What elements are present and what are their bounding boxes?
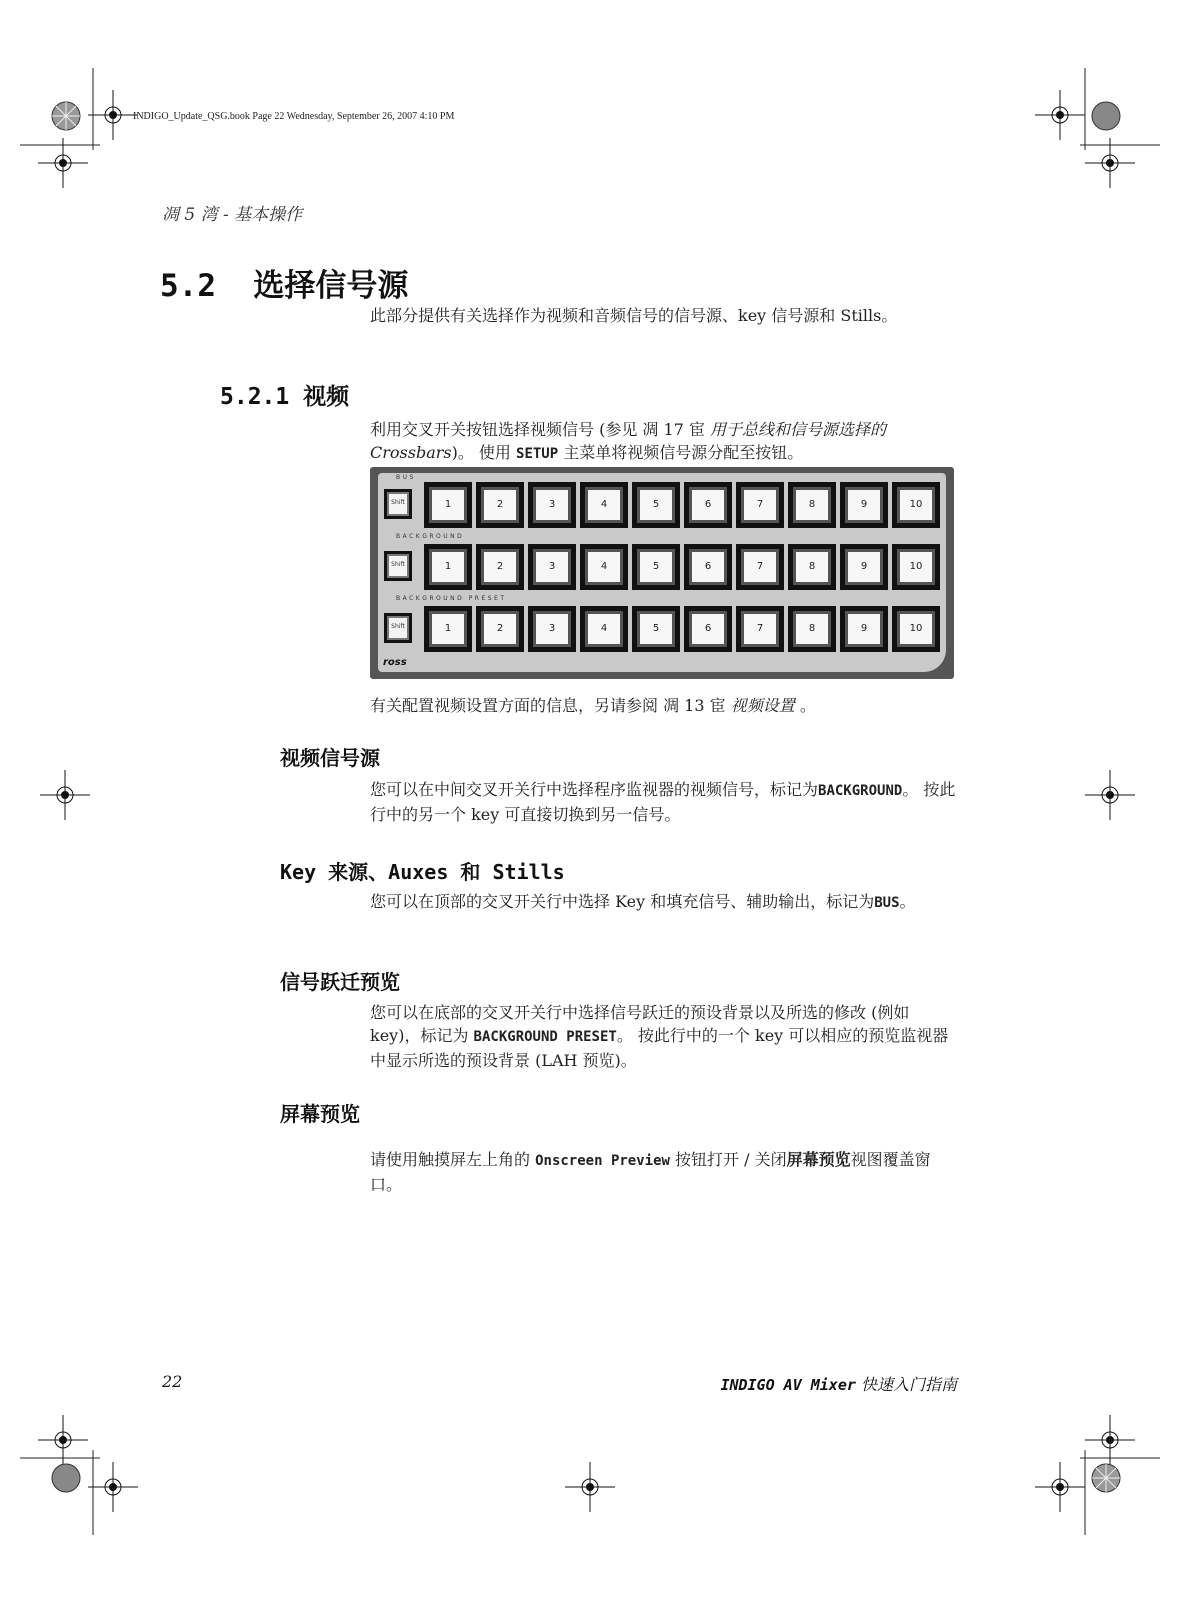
product-name: INDIGO AV Mixer (720, 1376, 856, 1394)
bus-button-2[interactable] (476, 482, 524, 528)
crossbar-panel-face (378, 473, 946, 672)
row-label-background-preset: BACKGROUND PRESET (396, 595, 507, 602)
button-label: 5 (637, 549, 675, 585)
page-number: 22 (162, 1372, 183, 1391)
gray-dot-mark-top-right (1090, 100, 1122, 132)
button-label: 6 (689, 611, 727, 647)
button-label: 1 (429, 549, 467, 585)
screen-preview-bold: 屏幕预览 (786, 1150, 851, 1169)
target-mark-top-right-2 (1085, 138, 1135, 188)
subsection-heading (220, 378, 349, 411)
preset-button-9[interactable] (840, 606, 888, 652)
button-label: 3 (533, 487, 571, 523)
shift-button-background[interactable] (384, 551, 412, 581)
ross-logo: ross (383, 657, 407, 668)
section-intro: 此部分提供有关选择作为视频和音频信号的信号源、key 信号源和 Stills。 (370, 306, 898, 325)
video-sources-heading: 视频信号源 (280, 746, 380, 770)
background-button-1[interactable] (424, 544, 472, 590)
button-label: 9 (845, 611, 883, 647)
bus-button-4[interactable] (580, 482, 628, 528)
button-label: 8 (793, 549, 831, 585)
background-button-6[interactable] (684, 544, 732, 590)
button-label: 8 (793, 487, 831, 523)
chapter-header: 凋 5 湾 - 基本操作 (162, 205, 303, 225)
button-label: 2 (481, 487, 519, 523)
video-sources-para (370, 778, 960, 826)
shift-button-bus[interactable] (384, 489, 412, 519)
key-sources-para (370, 890, 960, 915)
button-label: 7 (741, 611, 779, 647)
text: 。 按此行中的另一个 key 可直接切换到另一信号。 (370, 780, 956, 824)
target-mark-bottom-right-2 (1035, 1462, 1085, 1512)
guide-name: 快速入门指南 (855, 1375, 957, 1394)
background-button-3[interactable] (528, 544, 576, 590)
starburst-mark-top-left (50, 100, 82, 132)
starburst-mark-bottom-right (1090, 1462, 1122, 1494)
shift-label: Shift (387, 492, 409, 516)
background-button-9[interactable] (840, 544, 888, 590)
button-label: 1 (429, 611, 467, 647)
shift-button-preset[interactable] (384, 613, 412, 643)
subsection-para-1 (370, 418, 960, 466)
target-mark-mid-left (40, 770, 90, 820)
preset-button-10[interactable] (892, 606, 940, 652)
book-info: INDIGO_Update_QSG.book Page 22 Wednesday, September 26, 2007 4:10 PM (133, 111, 455, 122)
screen-preview-para (370, 1148, 960, 1196)
button-label: 2 (481, 611, 519, 647)
button-label: 10 (897, 611, 935, 647)
button-label: 5 (637, 487, 675, 523)
button-label: 6 (689, 549, 727, 585)
background-button-2[interactable] (476, 544, 524, 590)
preset-button-6[interactable] (684, 606, 732, 652)
target-mark-bottom-left-1 (38, 1415, 88, 1465)
background-preset-keyword: BACKGROUND PRESET (473, 1029, 617, 1045)
bus-button-1[interactable] (424, 482, 472, 528)
bus-button-8[interactable] (788, 482, 836, 528)
button-label: 9 (845, 487, 883, 523)
screen-preview-heading: 屏幕预览 (280, 1102, 360, 1126)
key-sources-heading: Key 来源、Auxes 和 Stills (280, 860, 565, 884)
subsection-para-2 (370, 694, 960, 717)
footer-title (720, 1372, 957, 1395)
target-mark-bottom-right-1 (1085, 1415, 1135, 1465)
bus-button-6[interactable] (684, 482, 732, 528)
onscreen-preview-keyword: Onscreen Preview (535, 1153, 670, 1169)
bus-button-10[interactable] (892, 482, 940, 528)
transition-preview-para (370, 1001, 960, 1072)
shift-label: Shift (387, 616, 409, 640)
section-title: 选择信号源 (253, 268, 409, 304)
preset-button-4[interactable] (580, 606, 628, 652)
video-settings-reference-link[interactable]: 视频设置 (730, 696, 795, 715)
button-label: 6 (689, 487, 727, 523)
button-label: 7 (741, 487, 779, 523)
button-label: 4 (585, 611, 623, 647)
target-mark-bottom-left-2 (88, 1462, 138, 1512)
text: 。 (794, 696, 816, 715)
bus-button-7[interactable] (736, 482, 784, 528)
target-mark-mid-right (1085, 770, 1135, 820)
text: 视图覆盖窗口。 (370, 1150, 931, 1194)
target-mark-top-left-1 (88, 90, 138, 140)
bus-button-9[interactable] (840, 482, 888, 528)
button-label: 7 (741, 549, 779, 585)
transition-preview-heading: 信号跃迁预览 (280, 970, 400, 994)
preset-button-7[interactable] (736, 606, 784, 652)
target-mark-top-right-1 (1035, 90, 1085, 140)
button-label: 10 (897, 487, 935, 523)
subsection-number: 5.2.1 (220, 384, 290, 410)
button-label: 10 (897, 549, 935, 585)
target-mark-bottom-center (565, 1462, 615, 1512)
preset-button-1[interactable] (424, 606, 472, 652)
row-label-background: BACKGROUND (396, 533, 465, 540)
button-label: 2 (481, 549, 519, 585)
section-heading (160, 260, 408, 305)
button-label: 3 (533, 611, 571, 647)
button-label: 4 (585, 549, 623, 585)
subsection-title: 视频 (303, 384, 350, 410)
section-number: 5.2 (160, 268, 216, 304)
text: )。 使用 (451, 443, 517, 462)
preset-button-8[interactable] (788, 606, 836, 652)
text: 。 (899, 892, 916, 911)
bus-button-3[interactable] (528, 482, 576, 528)
bus-keyword: BUS (874, 895, 900, 911)
button-label: 9 (845, 549, 883, 585)
background-button-5[interactable] (632, 544, 680, 590)
button-label: 1 (429, 487, 467, 523)
target-mark-top-left-2 (38, 138, 88, 188)
preset-button-2[interactable] (476, 606, 524, 652)
background-button-4[interactable] (580, 544, 628, 590)
text: 。 按此行中的一个 key 可以相应的预览监视器中显示所选的预设背景 (LAH 预览)。 (370, 1026, 949, 1070)
text: 利用交叉开关按钮选择视频信号 (参见 凋 17 宦 (370, 420, 711, 439)
text: 有关配置视频设置方面的信息，另请参阅 凋 13 宦 (370, 696, 731, 715)
background-button-7[interactable] (736, 544, 784, 590)
button-label: 8 (793, 611, 831, 647)
shift-label: Shift (387, 554, 409, 578)
text: 您可以在中间交叉开关行中选择程序监视器的视频信号，标记为 (370, 780, 819, 799)
crossbar-panel (370, 467, 954, 679)
crossbars-reference-link[interactable]: 用于总线和信号源选择的 Crossbars (370, 420, 887, 462)
text: 您可以在底部的交叉开关行中选择信号跃迁的预设背景以及所选的修改 (例如 key)，标记为 (370, 1003, 910, 1045)
text: 请使用触摸屏左上角的 (370, 1150, 536, 1169)
text: 您可以在顶部的交叉开关行中选择 Key 和填充信号、辅助输出，标记为 (370, 892, 875, 911)
gray-dot-mark-bottom-left (50, 1462, 82, 1494)
button-label: 5 (637, 611, 675, 647)
bus-button-5[interactable] (632, 482, 680, 528)
text: 按钮打开 / 关闭 (669, 1150, 787, 1169)
preset-button-3[interactable] (528, 606, 576, 652)
background-keyword: BACKGROUND (818, 783, 903, 799)
button-label: 3 (533, 549, 571, 585)
setup-keyword: SETUP (516, 446, 559, 462)
background-button-10[interactable] (892, 544, 940, 590)
row-label-bus: BUS (396, 474, 416, 481)
button-label: 4 (585, 487, 623, 523)
text: 主菜单将视频信号源分配至按钮。 (558, 443, 804, 462)
background-button-8[interactable] (788, 544, 836, 590)
preset-button-5[interactable] (632, 606, 680, 652)
